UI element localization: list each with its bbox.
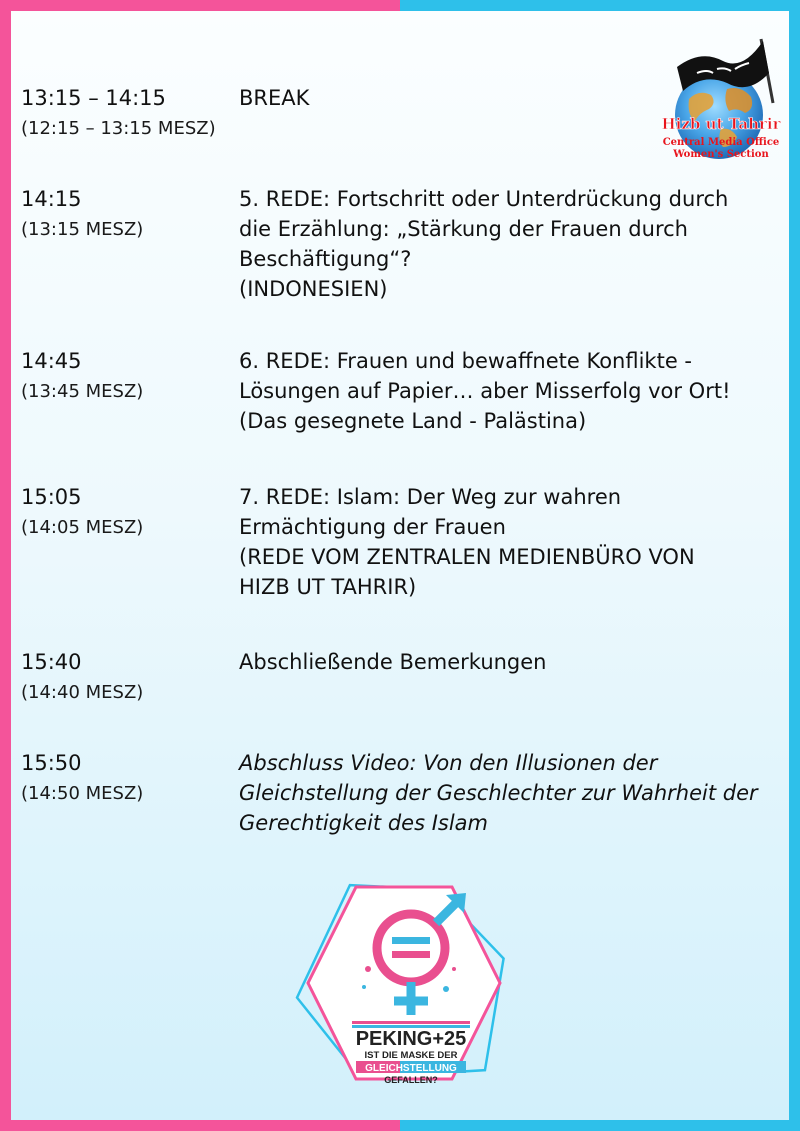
session-description	[239, 346, 774, 436]
description-line: Abschluss Video: Von den Illusionen der	[239, 751, 658, 775]
description-line: Gerechtigkeit des Islam	[239, 811, 488, 835]
time-start: 15:50	[21, 751, 82, 775]
time-local: (13:15 MESZ)	[21, 219, 144, 240]
description-line: die Erzählung: „Stärkung der Frauen durch	[239, 217, 688, 241]
peking-25-badge	[286, 869, 516, 1097]
description-line: (REDE VOM ZENTRALEN MEDIENBÜRO VON	[239, 545, 695, 569]
session-description	[239, 184, 774, 304]
description-line: 7. REDE: Islam: Der Weg zur wahren	[239, 485, 622, 509]
description-line: Beschäftigung“?	[239, 247, 412, 271]
badge-highlight: GLEICHSTELLUNG	[365, 1063, 457, 1074]
time-local: (14:40 MESZ)	[21, 682, 144, 703]
time-start: 15:40	[21, 650, 82, 674]
description-line: HIZB UT TAHRIR)	[239, 575, 417, 599]
session-description	[239, 482, 774, 602]
time-local: (14:05 MESZ)	[21, 517, 144, 538]
logo-section-text: Women's Section	[673, 149, 769, 160]
page-content	[11, 11, 789, 1120]
description-line: BREAK	[239, 86, 310, 110]
description-line: (INDONESIEN)	[239, 277, 388, 301]
description-line: Gleichstellung der Geschlechter zur Wahrheit der	[239, 781, 758, 805]
logo-office-text: Central Media Office	[662, 137, 780, 148]
time-local: (12:15 – 13:15 MESZ)	[21, 118, 216, 139]
description-line: Ermächtigung der Frauen	[239, 515, 506, 539]
time-local: (14:50 MESZ)	[21, 783, 144, 804]
time-start: 14:15	[21, 187, 82, 211]
equals-sign-icon	[392, 937, 430, 944]
description-line: Lösungen auf Papier… aber Misserfolg vor Ort!	[239, 379, 731, 403]
logo-name-text: Hizb ut Tahrir	[661, 115, 781, 133]
description-line: 6. REDE: Frauen und bewaffnete Konflikte -	[239, 349, 692, 373]
time-start: 14:45	[21, 349, 82, 373]
hizb-ut-tahrir-logo	[661, 33, 781, 165]
time-start: 13:15 – 14:15	[21, 86, 166, 110]
description-line: (Das gesegnete Land - Palästina)	[239, 409, 587, 433]
badge-title: PEKING+25	[355, 1028, 467, 1050]
session-description	[239, 647, 774, 677]
badge-subtitle: IST DIE MASKE DER	[364, 1050, 458, 1061]
description-line: 5. REDE: Fortschritt oder Unterdrückung durch	[239, 187, 729, 211]
time-start: 15:05	[21, 485, 82, 509]
session-description	[239, 748, 774, 838]
badge-question: GEFALLEN?	[384, 1075, 438, 1085]
description-line: Abschließende Bemerkungen	[239, 650, 547, 674]
time-local: (13:45 MESZ)	[21, 381, 144, 402]
